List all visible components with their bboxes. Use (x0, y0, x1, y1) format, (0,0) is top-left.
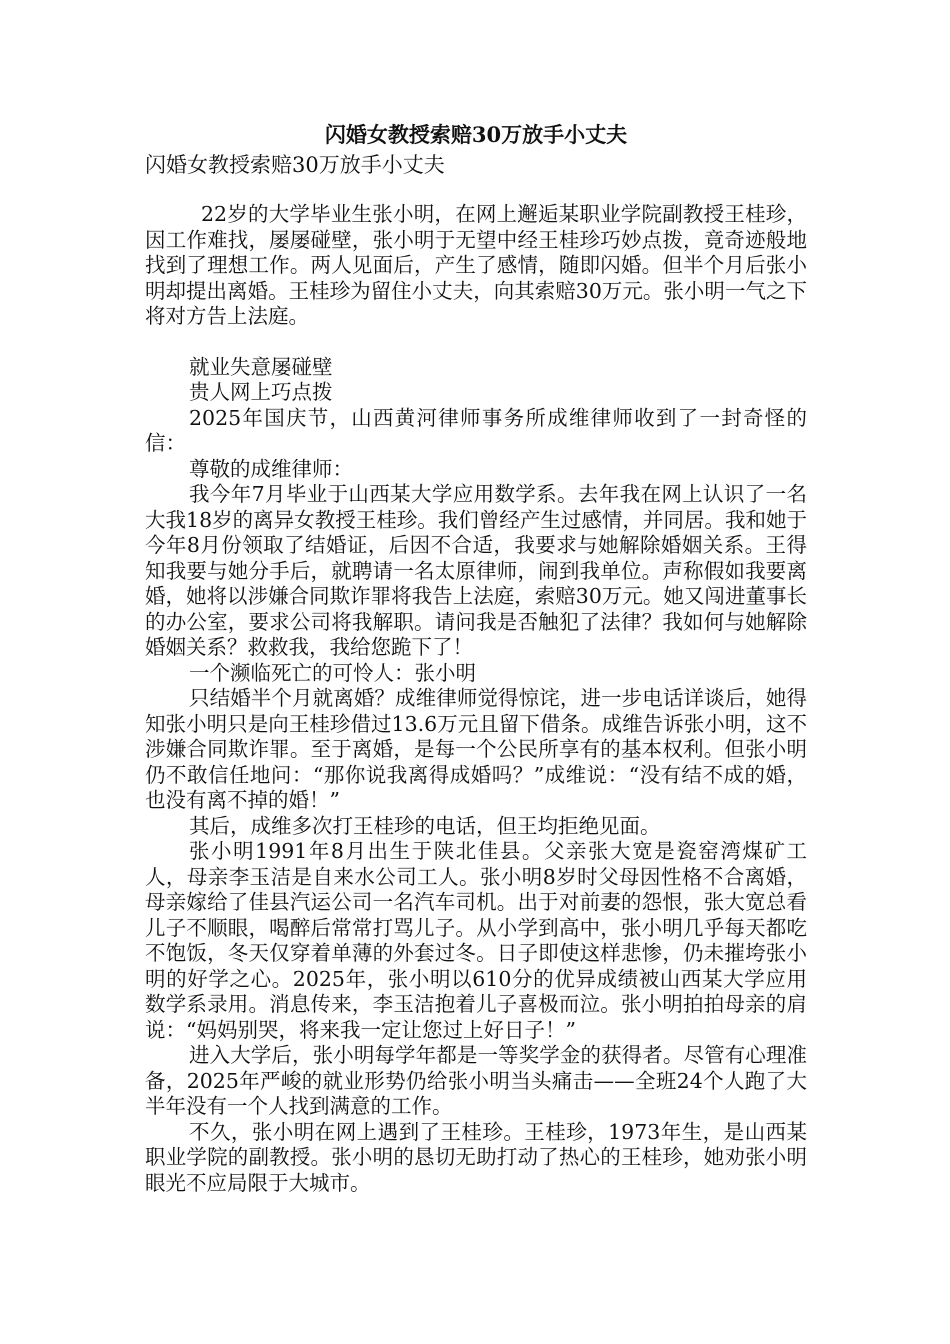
document-subtitle: 闪婚女教授索赔30万放手小丈夫 (145, 153, 445, 177)
paragraph-gap (145, 330, 807, 355)
body-paragraph: 其后，成维多次打王桂珍的电话，但王均拒绝见面。 (189, 813, 661, 838)
section-heading: 就业失意屡碰壁 (189, 354, 333, 379)
letter-signature: 一个濒临死亡的可怜人：张小明 (189, 660, 476, 685)
intro-paragraph: 22岁的大学毕业生张小明，在网上邂逅某职业学院副教授王桂珍，因工作难找，屡屡碰壁，张小明于无望中经王桂珍巧妙点拨，竟奇迹般地找到了理想工作。两人见面后，产生了感情，随即闪婚。但半个月后张小明却提出离婚。王桂珍为留住小丈夫，向其索赔30万元。张小明一气之下将对方告上法庭。 (145, 202, 807, 328)
document-page (145, 120, 807, 1196)
body-paragraph: 不久，张小明在网上遇到了王桂珍。王桂珍，1973年生，是山西某职业学院的副教授。张小明的恳切无助打动了热心的王桂珍，她劝张小明眼光不应局限于大城市。 (145, 1119, 807, 1195)
section-heading: 贵人网上巧点拨 (189, 380, 333, 404)
body-paragraph: 张小明1991年8月出生于陕北佳县。父亲张大宽是瓷窑湾煤矿工人，母亲李玉洁是自来水公司工人。张小明8岁时父母因性格不合离婚，母亲嫁给了佳县汽运公司一名汽车司机。出于对前妻的怨恨，张大宽总看儿子不顺眼，喝醉后常常打骂儿子。从小学到高中，张小明几乎每天都吃不饱饭，冬天仅穿着单薄的外套过冬。日子即使这样悲惨，仍未摧垮张小明的好学之心。2025年，张小明以610分的优异成绩被山西某大学应用数学系录用。消息传来，李玉洁抱着儿子喜极而泣。张小明拍拍母亲的肩说：“妈妈别哭，将来我一定让您过上好日子！” (145, 839, 807, 1042)
body-paragraph: 进入大学后，张小明每学年都是一等奖学金的获得者。尽管有心理准备，2025年严峻的就业形势仍给张小明当头痛击——全班24个人跑了大半年没有一个人找到满意的工作。 (145, 1043, 807, 1118)
body-paragraph: 2025年国庆节，山西黄河律师事务所成维律师收到了一封奇怪的信： (145, 405, 807, 455)
letter-salutation: 尊敬的成维律师： (189, 456, 353, 481)
body-paragraph: 只结婚半个月就离婚？成维律师觉得惊诧，进一步电话详谈后，她得知张小明只是向王桂珍借过13.6万元且留下借条。成维告诉张小明，这不涉嫌合同欺诈罪。至于离婚，是每一个公民所享有的基本权利。但张小明仍不敢信任地问：“那你说我离得成婚吗？”成维说：“没有结不成的婚，也没有离不掉的婚！” (145, 686, 807, 812)
document-title: 闪婚女教授索赔30万放手小丈夫 (324, 122, 628, 147)
letter-body: 我今年7月毕业于山西某大学应用数学系。去年我在网上认识了一名大我18岁的离异女教授王桂珍。我们曾经产生过感情，并同居。我和她于今年8月份领取了结婚证，后因不合适，我要求与她解除婚姻关系。王得知我要与她分手后，就聘请一名太原律师，闹到我单位。声称假如我要离婚，她将以涉嫌合同欺诈罪将我告上法庭，索赔30万元。她又闯进董事长的办公室，要求公司将我解职。请问我是否触犯了法律？我如何与她解除婚姻关系？救救我，我给您跪下了！ (145, 482, 807, 659)
